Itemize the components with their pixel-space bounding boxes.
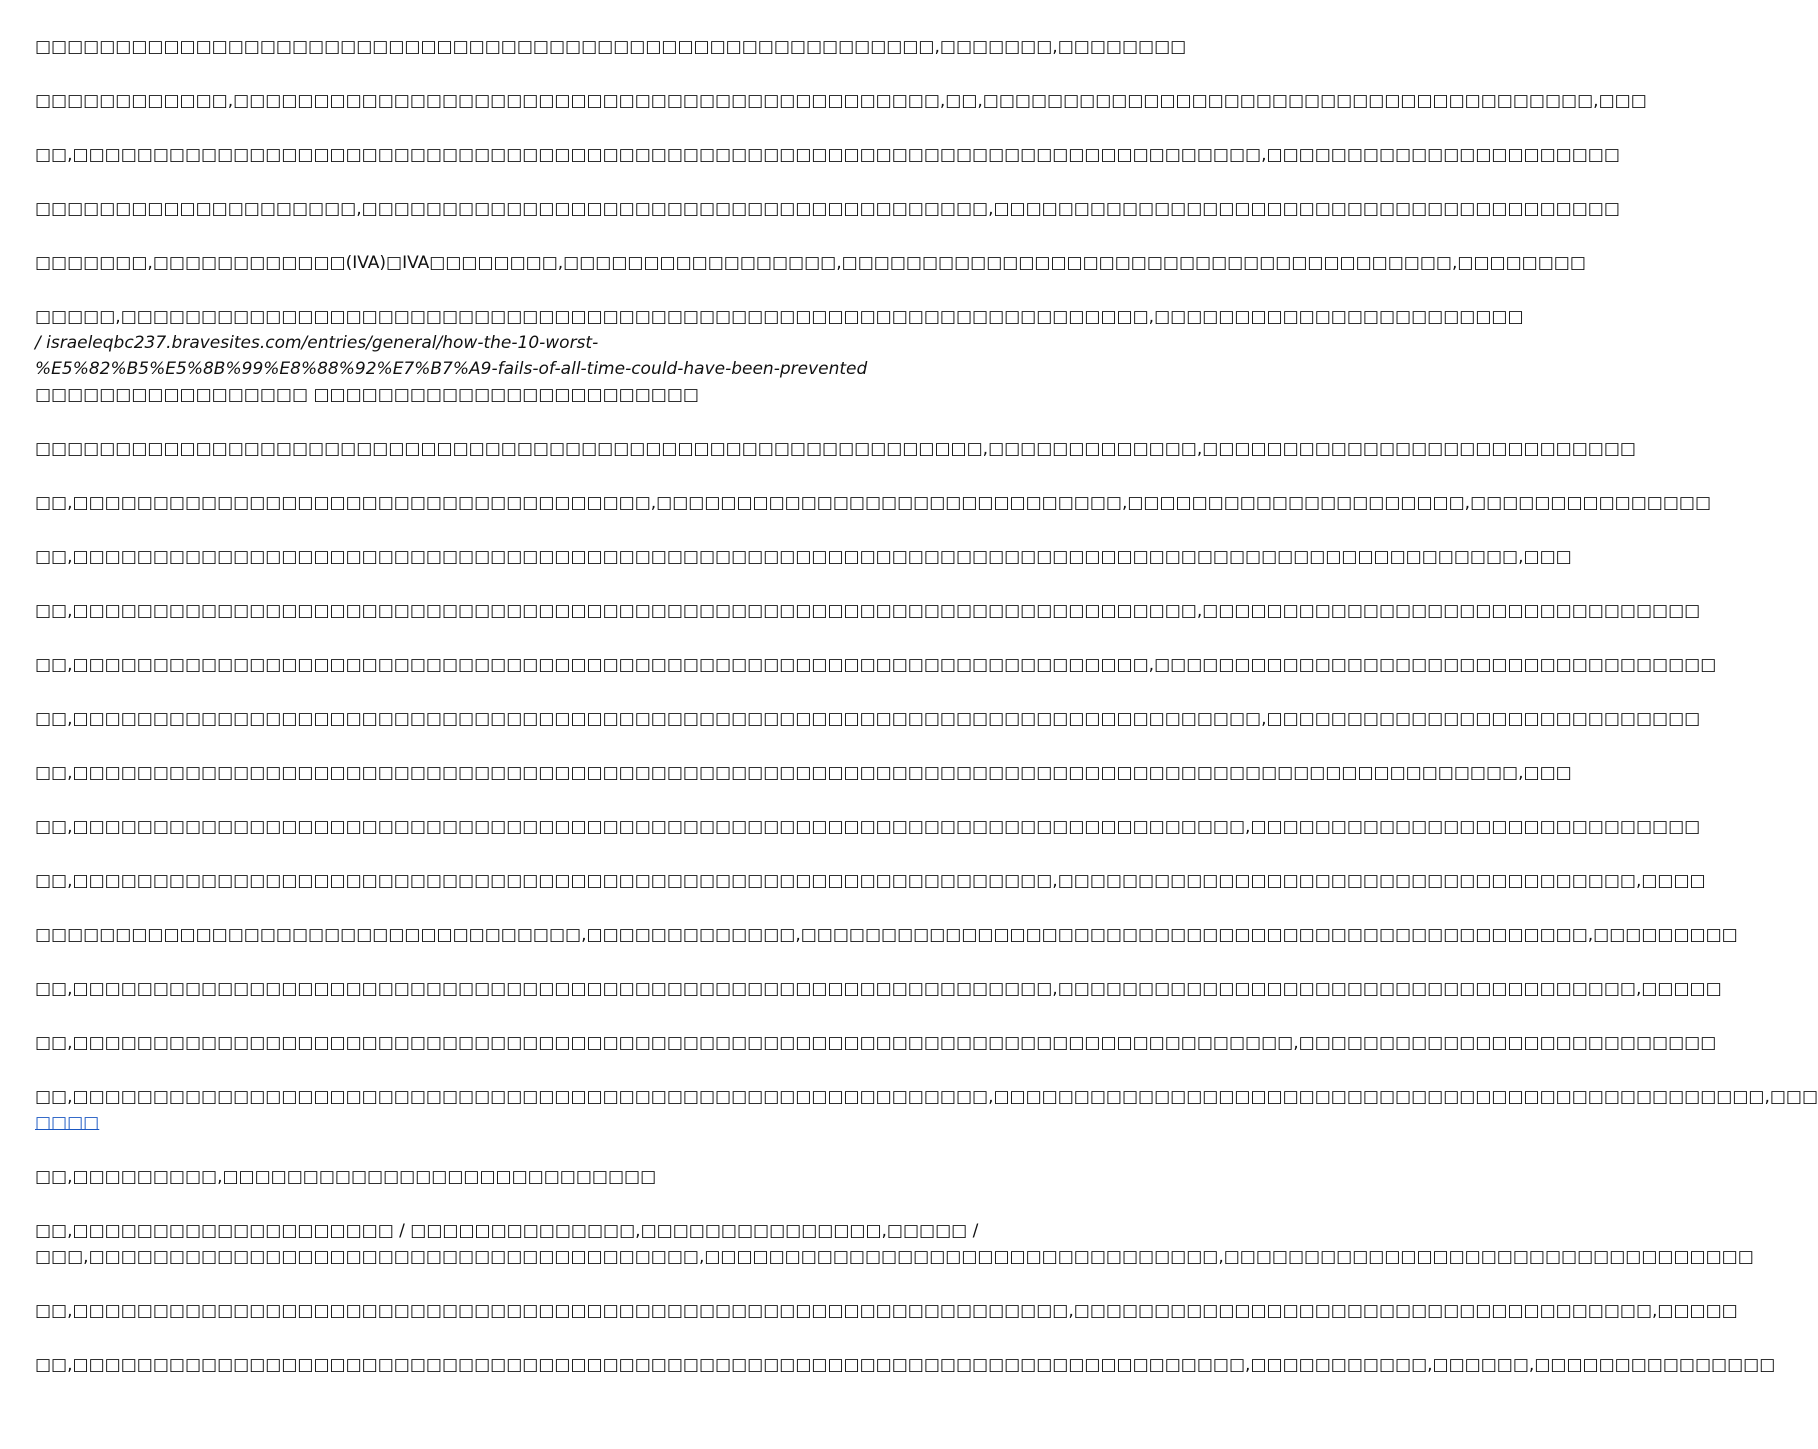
paragraph-6 bbox=[35, 304, 1524, 408]
paragraph-16: □□□□□□□□□□□□□□□□□□□□□□□□□□□□□□□□□□,□□□□□□□□□□□□□,□□□□□□□□□□□□□□□□□□□□□□□□□□□□□□□□□□□□□□□□□□□□□□□□□,□□□□□□□□□ bbox=[35, 925, 1738, 945]
paragraph-14: □□,□□□□□□□□□□□□□□□□□□□□□□□□□□□□□□□□□□□□□□□□□□□□□□□□□□□□□□□□□□□□□□□□□□□□□□□□□,□□□□□□□□□□□□□□□□□□□□□□□□□□□□ bbox=[35, 817, 1701, 837]
paragraph-11: □□,□□□□□□□□□□□□□□□□□□□□□□□□□□□□□□□□□□□□□□□□□□□□□□□□□□□□□□□□□□□□□□□□□□□,□□□□□□□□□□□□□□□□□□□□□□□□□□□□□□□□□□□ bbox=[35, 655, 1717, 675]
paragraph-17: □□,□□□□□□□□□□□□□□□□□□□□□□□□□□□□□□□□□□□□□□□□□□□□□□□□□□□□□□□□□□□□□,□□□□□□□□□□□□□□□□□□□□□□□□□□□□□□□□□□□□,□□□□□ bbox=[35, 979, 1722, 999]
inline-link[interactable]: □□□□ bbox=[35, 1113, 100, 1133]
paragraph-1: □□□□□□□□□□□□□□□□□□□□□□□□□□□□□□□□□□□□□□□□□□□□□□□□□□□□□□□□,□□□□□□□,□□□□□□□□ bbox=[35, 37, 1187, 57]
paragraph-21-line: □□,□□□□□□□□□□□□□□□□□□□□ / □□□□□□□□□□□□□□,□□□□□□□□□□□□□□□,□□□□□ / bbox=[35, 1221, 979, 1241]
paragraph-13: □□,□□□□□□□□□□□□□□□□□□□□□□□□□□□□□□□□□□□□□□□□□□□□□□□□□□□□□□□□□□□□□□□□□□□□□□□□□□□□□□□□□□□□□□□□□□,□□□ bbox=[35, 763, 1572, 783]
url-text: / israeleqbc237.bravesites.com/entries/general/how-the-10-worst- bbox=[35, 333, 599, 353]
paragraph-18: □□,□□□□□□□□□□□□□□□□□□□□□□□□□□□□□□□□□□□□□□□□□□□□□□□□□□□□□□□□□□□□□□□□□□□□□□□□□□□□,□□□□□□□□□□□□□□□□□□□□□□□□□□ bbox=[35, 1033, 1717, 1053]
paragraph-2: □□□□□□□□□□□□,□□□□□□□□□□□□□□□□□□□□□□□□□□□□□□□□□□□□□□□□□□□□,□□,□□□□□□□□□□□□□□□□□□□□□□□□□□□□□□□□□□□□□□,□□□ bbox=[35, 91, 1647, 111]
paragraph-6-line: □□□□□,□□□□□□□□□□□□□□□□□□□□□□□□□□□□□□□□□□□□□□□□□□□□□□□□□□□□□□□□□□□□□□□□,□□□□□□□□□□□□□□□□□□□□□□□ bbox=[35, 307, 1524, 327]
paragraph-15: □□,□□□□□□□□□□□□□□□□□□□□□□□□□□□□□□□□□□□□□□□□□□□□□□□□□□□□□□□□□□□□□,□□□□□□□□□□□□□□□□□□□□□□□□□□□□□□□□□□□□,□□□□ bbox=[35, 871, 1706, 891]
paragraph-20: □□,□□□□□□□□□,□□□□□□□□□□□□□□□□□□□□□□□□□□□ bbox=[35, 1167, 657, 1187]
paragraph-6-tail: □□□□□□□□□□□□□□□□□ □□□□□□□□□□□□□□□□□□□□□□□□ bbox=[35, 385, 699, 405]
paragraph-3: □□,□□□□□□□□□□□□□□□□□□□□□□□□□□□□□□□□□□□□□□□□□□□□□□□□□□□□□□□□□□□□□□□□□□□□□□□□□□,□□□□□□□□□□□□□□□□□□□□□□ bbox=[35, 145, 1620, 165]
url-text-continued: %E5%82%B5%E5%8B%99%E8%88%92%E7%B7%A9-fails-of-all-time-could-have-been-prevented bbox=[35, 359, 868, 379]
paragraph-7: □□□□□□□□□□□□□□□□□□□□□□□□□□□□□□□□□□□□□□□□□□□□□□□□□□□□□□□□□□□,□□□□□□□□□□□□□,□□□□□□□□□□□□□□□□□□□□□□□□□□□ bbox=[35, 439, 1636, 459]
paragraph-5: □□□□□□□,□□□□□□□□□□□□(IVA)□IVA□□□□□□□□,□□□□□□□□□□□□□□□□□,□□□□□□□□□□□□□□□□□□□□□□□□□□□□□□□□□□□□□□,□□□□□□□□ bbox=[35, 253, 1586, 273]
paragraph-21 bbox=[35, 1218, 1754, 1270]
paragraph-12: □□,□□□□□□□□□□□□□□□□□□□□□□□□□□□□□□□□□□□□□□□□□□□□□□□□□□□□□□□□□□□□□□□□□□□□□□□□□□,□□□□□□□□□□□□□□□□□□□□□□□□□□□ bbox=[35, 709, 1701, 729]
document-body bbox=[35, 34, 1818, 1406]
paragraph-23: □□,□□□□□□□□□□□□□□□□□□□□□□□□□□□□□□□□□□□□□□□□□□□□□□□□□□□□□□□□□□□□□□□□□□□□□□□□□,□□□□□□□□□□□,□□□□□□,□□□□□□□□□□□□□□□ bbox=[35, 1355, 1776, 1375]
paragraph-19-line: □□,□□□□□□□□□□□□□□□□□□□□□□□□□□□□□□□□□□□□□□□□□□□□□□□□□□□□□□□□□,□□□□□□□□□□□□□□□□□□□□□□□□□□□□□□□□□□□□□□□□□□□□□□□□,□□□ bbox=[35, 1087, 1818, 1107]
paragraph-4: □□□□□□□□□□□□□□□□□□□□,□□□□□□□□□□□□□□□□□□□□□□□□□□□□□□□□□□□□□□□,□□□□□□□□□□□□□□□□□□□□□□□□□□□□□□□□□□□□□□□ bbox=[35, 199, 1620, 219]
paragraph-22: □□,□□□□□□□□□□□□□□□□□□□□□□□□□□□□□□□□□□□□□□□□□□□□□□□□□□□□□□□□□□□□□□,□□□□□□□□□□□□□□□□□□□□□□□□□□□□□□□□□□□□,□□□□□ bbox=[35, 1301, 1738, 1321]
paragraph-21-line-2: □□□,□□□□□□□□□□□□□□□□□□□□□□□□□□□□□□□□□□□□□□,□□□□□□□□□□□□□□□□□□□□□□□□□□□□□□□□,□□□□□□□□□□□□□□□□□□□□□□□□□□□□□□□□□ bbox=[35, 1247, 1754, 1267]
paragraph-8: □□,□□□□□□□□□□□□□□□□□□□□□□□□□□□□□□□□□□□□,□□□□□□□□□□□□□□□□□□□□□□□□□□□□□,□□□□□□□□□□□□□□□□□□□□□,□□□□□□□□□□□□□□□ bbox=[35, 493, 1712, 513]
paragraph-9: □□,□□□□□□□□□□□□□□□□□□□□□□□□□□□□□□□□□□□□□□□□□□□□□□□□□□□□□□□□□□□□□□□□□□□□□□□□□□□□□□□□□□□□□□□□□□,□□□ bbox=[35, 547, 1572, 567]
paragraph-19 bbox=[35, 1084, 1818, 1136]
paragraph-10: □□,□□□□□□□□□□□□□□□□□□□□□□□□□□□□□□□□□□□□□□□□□□□□□□□□□□□□□□□□□□□□□□□□□□□□□□,□□□□□□□□□□□□□□□□□□□□□□□□□□□□□□□ bbox=[35, 601, 1701, 621]
